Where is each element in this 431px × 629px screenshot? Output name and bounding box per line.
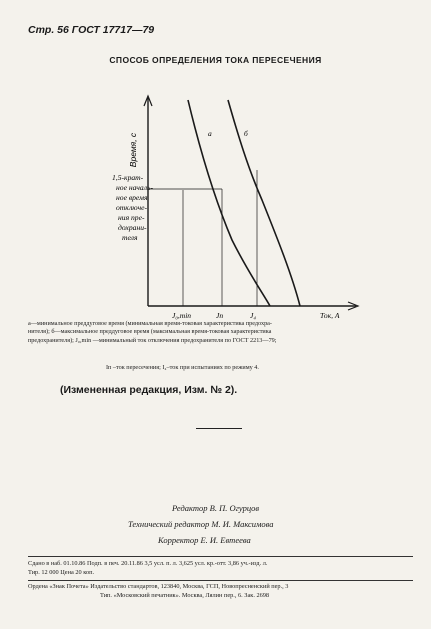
y-marker-line: 1,5-крат-	[112, 173, 144, 182]
imprint-line: Сдано в наб. 01.10.86 Подп. в печ. 20.11.86 3,5 усл. п. л. 3,625 усл. кр.-отт. 3,86 уч.-изд. л.	[28, 560, 268, 567]
figure-caption	[28, 320, 408, 345]
caption-line: нителя); б—максимальное преддуговое время (максимальная время-токовая характеристика	[28, 328, 272, 336]
y-marker-label	[112, 173, 153, 242]
corrector-line: Корректор Е. И. Евтеева	[158, 535, 251, 545]
separator-rule	[196, 428, 242, 429]
amendment-note: (Измененная редакция, Изм. № 2).	[60, 384, 238, 396]
tech-editor-line: Технический редактор М. И. Максимова	[128, 519, 274, 529]
x-tick-j0min: J₀,min	[172, 311, 192, 320]
y-marker-line: ное началь-	[116, 183, 154, 192]
curve-b	[228, 100, 300, 306]
imprint-top-rule	[28, 556, 413, 557]
curve-b-label: б	[244, 129, 248, 138]
y-axis-label: Время, с	[128, 132, 138, 168]
imprint-line: Ордена «Знак Почета» Издательство стандартов, 123840, Москва, ГСП, Новопресненский пер., 3	[28, 583, 289, 590]
caption-line: а—минимальное преддуговое время (минимальная время-токовая характеристика предохра-	[28, 320, 272, 327]
y-marker-line: отключе-	[116, 203, 148, 212]
y-marker-line: теля	[122, 233, 138, 242]
curve-a	[188, 100, 270, 306]
imprint-bottom-rule	[28, 580, 413, 581]
imprint-line: Тир. 12 000 Цена 20 коп.	[28, 569, 95, 576]
page-header: Стр. 56 ГОСТ 17717—79	[28, 24, 155, 36]
y-marker-line: ния пре-	[118, 213, 145, 222]
curve-a-label: а	[208, 129, 212, 138]
caption-line: Iп –ток пересечения; I₄–ток при испытаниях по режиму 4.	[106, 364, 259, 371]
y-marker-line: ное время	[116, 193, 148, 202]
caption-line: предохранителя); J₀,min —минимальный ток отключения предохранителя по ГОСТ 2213—79;	[28, 336, 277, 344]
x-tick-j4: J₄	[250, 311, 256, 320]
x-tick-jp: Jп	[216, 311, 224, 320]
imprint-line: Тип. «Московский печатник». Москва, Лялин пер., 6. Зак. 2698	[100, 592, 270, 599]
x-axis-label: Ток, А	[320, 311, 340, 320]
figure-title: СПОСОБ ОПРЕДЕЛЕНИЯ ТОКА ПЕРЕСЕЧЕНИЯ	[109, 55, 322, 65]
editor-line: Редактор В. П. Огурцов	[172, 503, 260, 513]
y-marker-line: дохрани-	[118, 223, 147, 232]
